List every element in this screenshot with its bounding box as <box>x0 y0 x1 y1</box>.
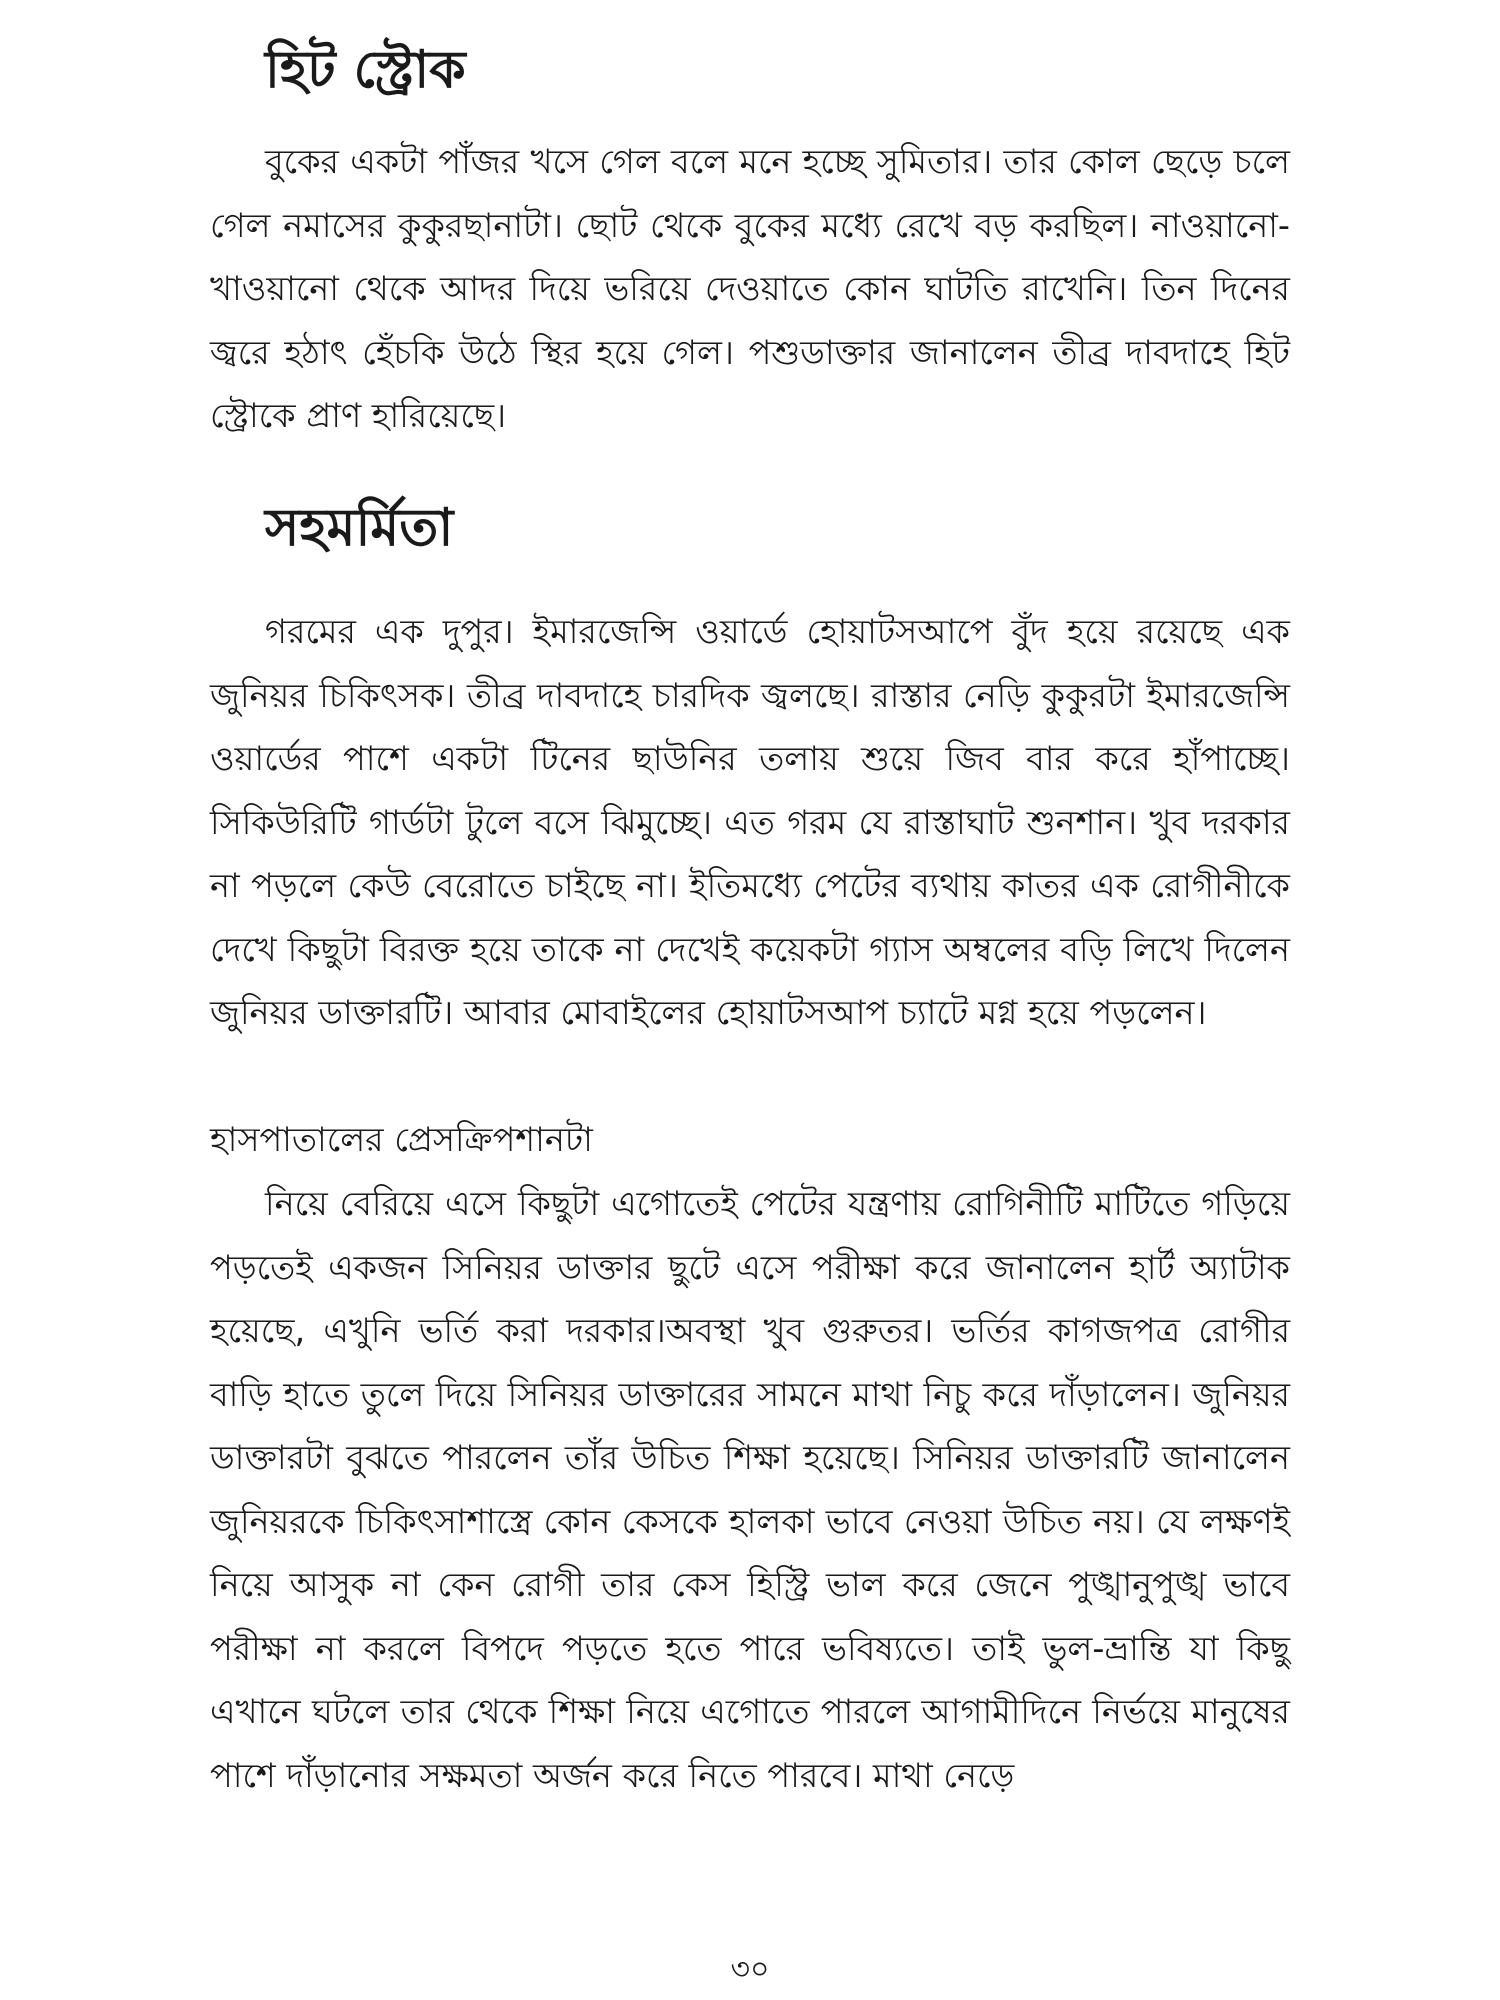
paragraph-heat-stroke: বুকের একটা পাঁজর খসে গেল বলে মনে হচ্ছে সুমিতার। তার কোল ছেড়ে চলে গেল নমাসের কুকুরছানাটা। ছোট থেকে বুকের মধ্যে রেখে বড় করছিল। নাওয়ানো-খাওয়ানো থেকে আদর দিয়ে ভরিয়ে দেওয়াতে কোন ঘাটতি রাখেনি। তিন দিনের জ্বরে হঠাৎ হেঁচকি উঠে স্থির হয়ে গেল। পশুডাক্তার জানালেন তীব্র দাবদাহে হিট স্ট্রোকে প্রাণ হারিয়েছে। <box>210 142 1290 435</box>
paragraph-empathy-break-line: হাসপাতালের প্রেসক্রিপশানটা <box>210 1120 593 1159</box>
page-number: ৩০ <box>730 1952 770 1987</box>
paragraph-empathy-2: নিয়ে বেরিয়ে এসে কিছুটা এগোতেই পেটের যন্ত্রণায় রোগিনীটি মাটিতে গড়িয়ে পড়তেই একজন সিনিয়র ডাক্তার ছুটে এসে পরীক্ষা করে জানালেন হার্ট অ্যাটাক হয়েছে, এখুনি ভর্তি করা দরকার।অবস্থা খুব গুরুতর। ভর্তির কাগজপত্র রোগীর বাড়ি হাতে তুলে দিয়ে সিনিয়র ডাক্তারের সামনে মাথা নিচু করে দাঁড়ালেন। জুনিয়র ডাক্তারটা বুঝতে পারলেন তাঁর উচিত শিক্ষা হয়েছে। সিনিয়র ডাক্তারটি জানালেন জুনিয়রকে চিকিৎসাশাস্ত্রে কোন কেসকে হালকা ভাবে নেওয়া উচিত নয়। যে লক্ষণই নিয়ে আসুক না কেন রোগী তার কেস হিস্ট্রি ভাল করে জেনে পুঙ্খানুপুঙ্খ ভাবে পরীক্ষা না করলে বিপদে পড়তে হতে পারে ভবিষ্যতে। তাই ভুল-ভ্রান্তি যা কিছু এখানে ঘটলে তার থেকে শিক্ষা নিয়ে এগোতে পারলে আগামীদিনে নির্ভয়ে মানুষের পাশে দাঁড়ানোর সক্ষমতা অর্জন করে নিতে পারবে। মাথা নেড়ে <box>210 1184 1290 1795</box>
paragraph-empathy-1: গরমের এক দুপুর। ইমারজেন্সি ওয়ার্ডে হোয়াটসআপে বুঁদ হয়ে রয়েছে এক জুনিয়র চিকিৎসক। তীব্র দাবদাহে চারদিক জ্বলছে। রাস্তার নেড়ি কুকুরটা ইমারজেন্সি ওয়ার্ডের পাশে একটা টিনের ছাউনির তলায় শুয়ে জিব বার করে হাঁপাচ্ছে। সিকিউরিটি গার্ডটা টুলে বসে ঝিমুচ্ছে। এত গরম যে রাস্তাঘাট শুনশান। খুব দরকার না পড়লে কেউ বেরোতে চাইছে না। ইতিমধ্যে পেটের ব্যথায় কাতর এক রোগীনীকে দেখে কিছুটা বিরক্ত হয়ে তাকে না দেখেই কয়েকটা গ্যাস অম্বলের বড়ি লিখে দিলেন জুনিয়র ডাক্তারটি। আবার মোবাইলের হোয়াটসআপ চ্যাটে মগ্ন হয়ে পড়লেন। <box>210 612 1290 1032</box>
section-title-heat-stroke: হিট স্ট্রোক <box>265 40 466 100</box>
section-title-empathy: সহমর্মিতা <box>265 498 454 558</box>
